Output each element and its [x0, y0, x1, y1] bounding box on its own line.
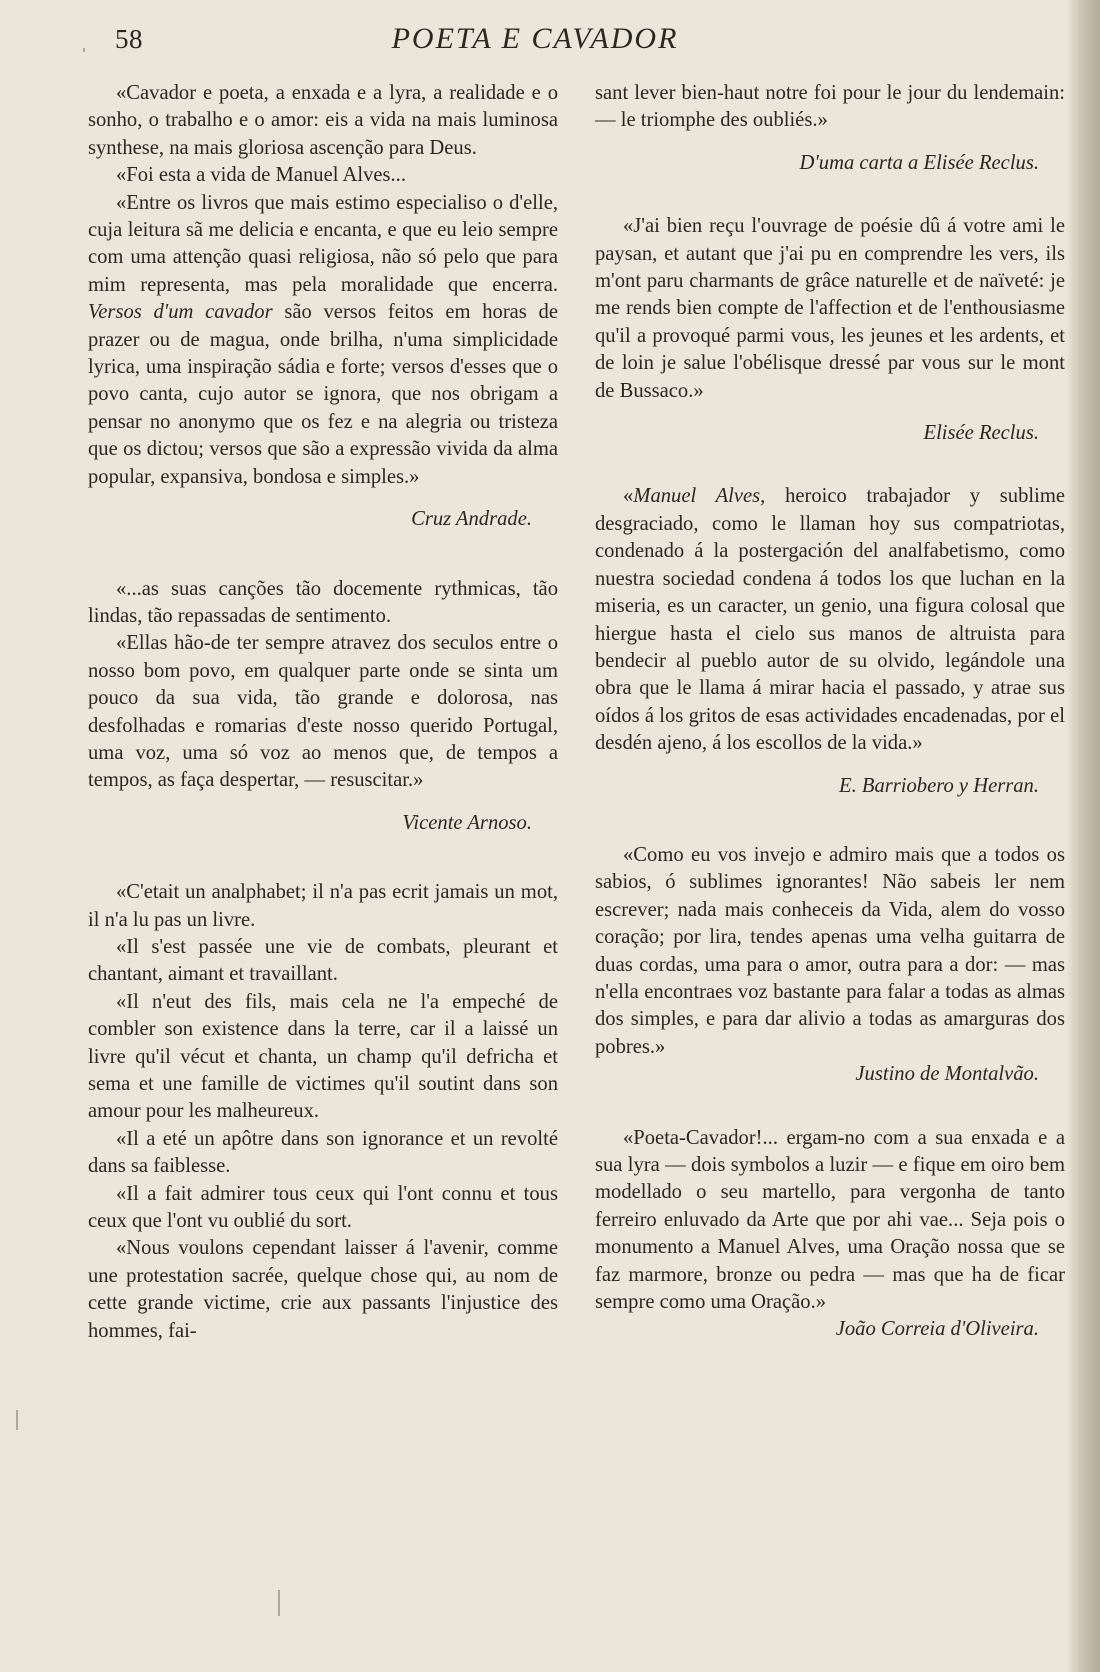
- right-column: [595, 80, 1065, 1344]
- paragraph: «Nous voulons cependant laisser á l'avenir, comme une protestation sacrée, quelque chose qui, au nom de cette grande victime, crie aux passants l'injustice des hommes, fai-: [88, 1237, 558, 1342]
- paragraph: «Il s'est passée une vie de combats, pleurant et chantant, aimant et travaillant.: [88, 935, 558, 986]
- page-edge-shadow: [1066, 0, 1100, 1672]
- book-title: Versos d'um cavador: [88, 301, 273, 324]
- paragraph: «J'ai bien reçu l'ouvrage de poésie dû á votre ami le paysan, et autant que j'ai pu en comprendre les vers, ils m'ont paru charmants de grâce naturelle et de naïveté: je me rends bien compte de l'affection et de l'enthousiasme qu'il a provoqué parmi vous, les jeunes et les ardents, et de loin je salue l'obélisque dressé par vous sur le mont de Bussaco.»: [595, 215, 1065, 402]
- paragraph: «Il a eté un apôtre dans son ignorance et un revolté dans sa faiblesse.: [88, 1127, 558, 1178]
- paragraph: «Foi esta a vida de Manuel Alves...: [116, 164, 406, 187]
- paragraph-text: heroico trabajador y sublime desgraciado, como le llaman hoy sus compatriotas, condenado á la postergación del analfabetismo, como nuestra sociedad condena á todos los que luchan en la miseria, es un caracter, un genio, una figura colosal que hiergue hasta el cielo sus manos de altruista para bendecir al pueblo autor de su olvido, legándole una obra que le llama á mirar hacia el passado, y atrae sus oídos á los gritos de esas actividades encadenadas, por el desdén ajeno, á los escollos de la vida.»: [595, 485, 1066, 755]
- page-header: [0, 22, 1100, 62]
- paragraph-text: são versos feitos em horas de prazer ou de magua, onde brilha, n'uma simplicidade lyrica, uma inspiração sádia e forte; versos d'esses que o povo canta, cujo autor se ignora, que nos obrigam a pensar no anonymo que os fez e na alegria ou tristeza que os dictou; versos que são a expressão vivida da alma popular, expansiva, bondosa e simples.»: [88, 301, 558, 488]
- author-signature: Cruz Andrade.: [411, 508, 532, 531]
- author-signature: Vicente Arnoso.: [402, 811, 532, 834]
- paragraph: «Cavador e poeta, a enxada e a lyra, a realidade e o sonho, o trabalho e o amor: eis a vida na mais luminosa synthese, na mais gloriosa ascenção para Deus.: [88, 82, 558, 159]
- author-signature: Elisée Reclus.: [923, 422, 1039, 445]
- author-signature: João Correia d'Oliveira.: [835, 1318, 1039, 1341]
- paragraph: «...as suas canções tão docemente rythmicas, tão lindas, tão repassadas de sentimento.: [88, 577, 558, 627]
- left-column: [88, 80, 558, 1345]
- paragraph-continuation: sant lever bien-haut notre foi pour le jour du lendemain: — le triomphe des oubliés.»: [595, 82, 1065, 132]
- paragraph: «Poeta-Cavador!... ergam-no com a sua enxada e a sua lyra — dois symbolos a luzir — e fique em oiro bem modellado o seu martello, para vergonha de tanto ferreiro enluvado da Arte que por ahi vae... Seja pois o monumento a Manuel Alves, uma Oração nossa que se faz marmore, bronze ou pedra — mas que ha de ficar sempre como uma Oração.»: [595, 1126, 1065, 1314]
- paper-speck: [16, 1410, 18, 1430]
- paragraph: [595, 483, 1065, 757]
- person-name: Manuel Alves,: [633, 485, 766, 508]
- paragraph: «Il n'eut des fils, mais cela ne l'a empeché de combler son existence dans la terre, car il a laissé un livre qu'il vécut et chanta, un champ qu'il defricha et sema et une famille de victimes qu'il soutint dans son amour pour les malheureux.: [88, 990, 558, 1123]
- running-title: POETA E CAVADOR: [391, 22, 679, 55]
- author-signature: Justino de Montalvão.: [855, 1063, 1039, 1086]
- page-number: 58: [115, 24, 143, 54]
- paragraph: «Como eu vos invejo e admiro mais que a todos os sabios, ó sublimes ignorantes! Não sabeis ler nem escrever; nada mais conheceis da Vida, alem do vosso coração; por lira, tendes apenas uma velha guitarra de duas cordas, uma para o amor, outra para a dor: — mas n'ella encontraes voz bastante para falar a todas as almas dos simples, e para dar alivio a todas as amarguras dos pobres.»: [595, 843, 1065, 1058]
- paper-speck: [278, 1590, 280, 1616]
- paragraph: «Ellas hão-de ter sempre atravez dos seculos entre o nosso bom povo, em qualquer parte onde se sinta um pouco da sua vida, tão grande e dolorosa, nas desfolhadas e romarias d'este nosso querido Portugal, uma voz, uma só voz ao menos que, de tempos a tempos, as faça despertar, — resuscitar.»: [88, 632, 558, 792]
- paragraph: «C'etait un analphabet; il n'a pas ecrit jamais un mot, il n'a lu pas un livre.: [88, 881, 558, 931]
- paragraph: «Il a fait admirer tous ceux qui l'ont connu et tous ceux que l'ont vu oublié du sort.: [88, 1182, 558, 1233]
- paragraph-text: «: [623, 485, 634, 508]
- letter-source: D'uma carta a Elisée Reclus.: [799, 151, 1039, 174]
- paragraph-text: «Entre os livros que mais estimo especialiso o d'elle, cuja leitura sã me delicia e encanta, e que eu leio sempre com uma attenção quasi religiosa, não só pelo que para mim representa, mas pela moralidade que encerra.: [88, 191, 558, 296]
- author-signature: E. Barriobero y Herran.: [838, 774, 1039, 797]
- paragraph: [88, 190, 558, 491]
